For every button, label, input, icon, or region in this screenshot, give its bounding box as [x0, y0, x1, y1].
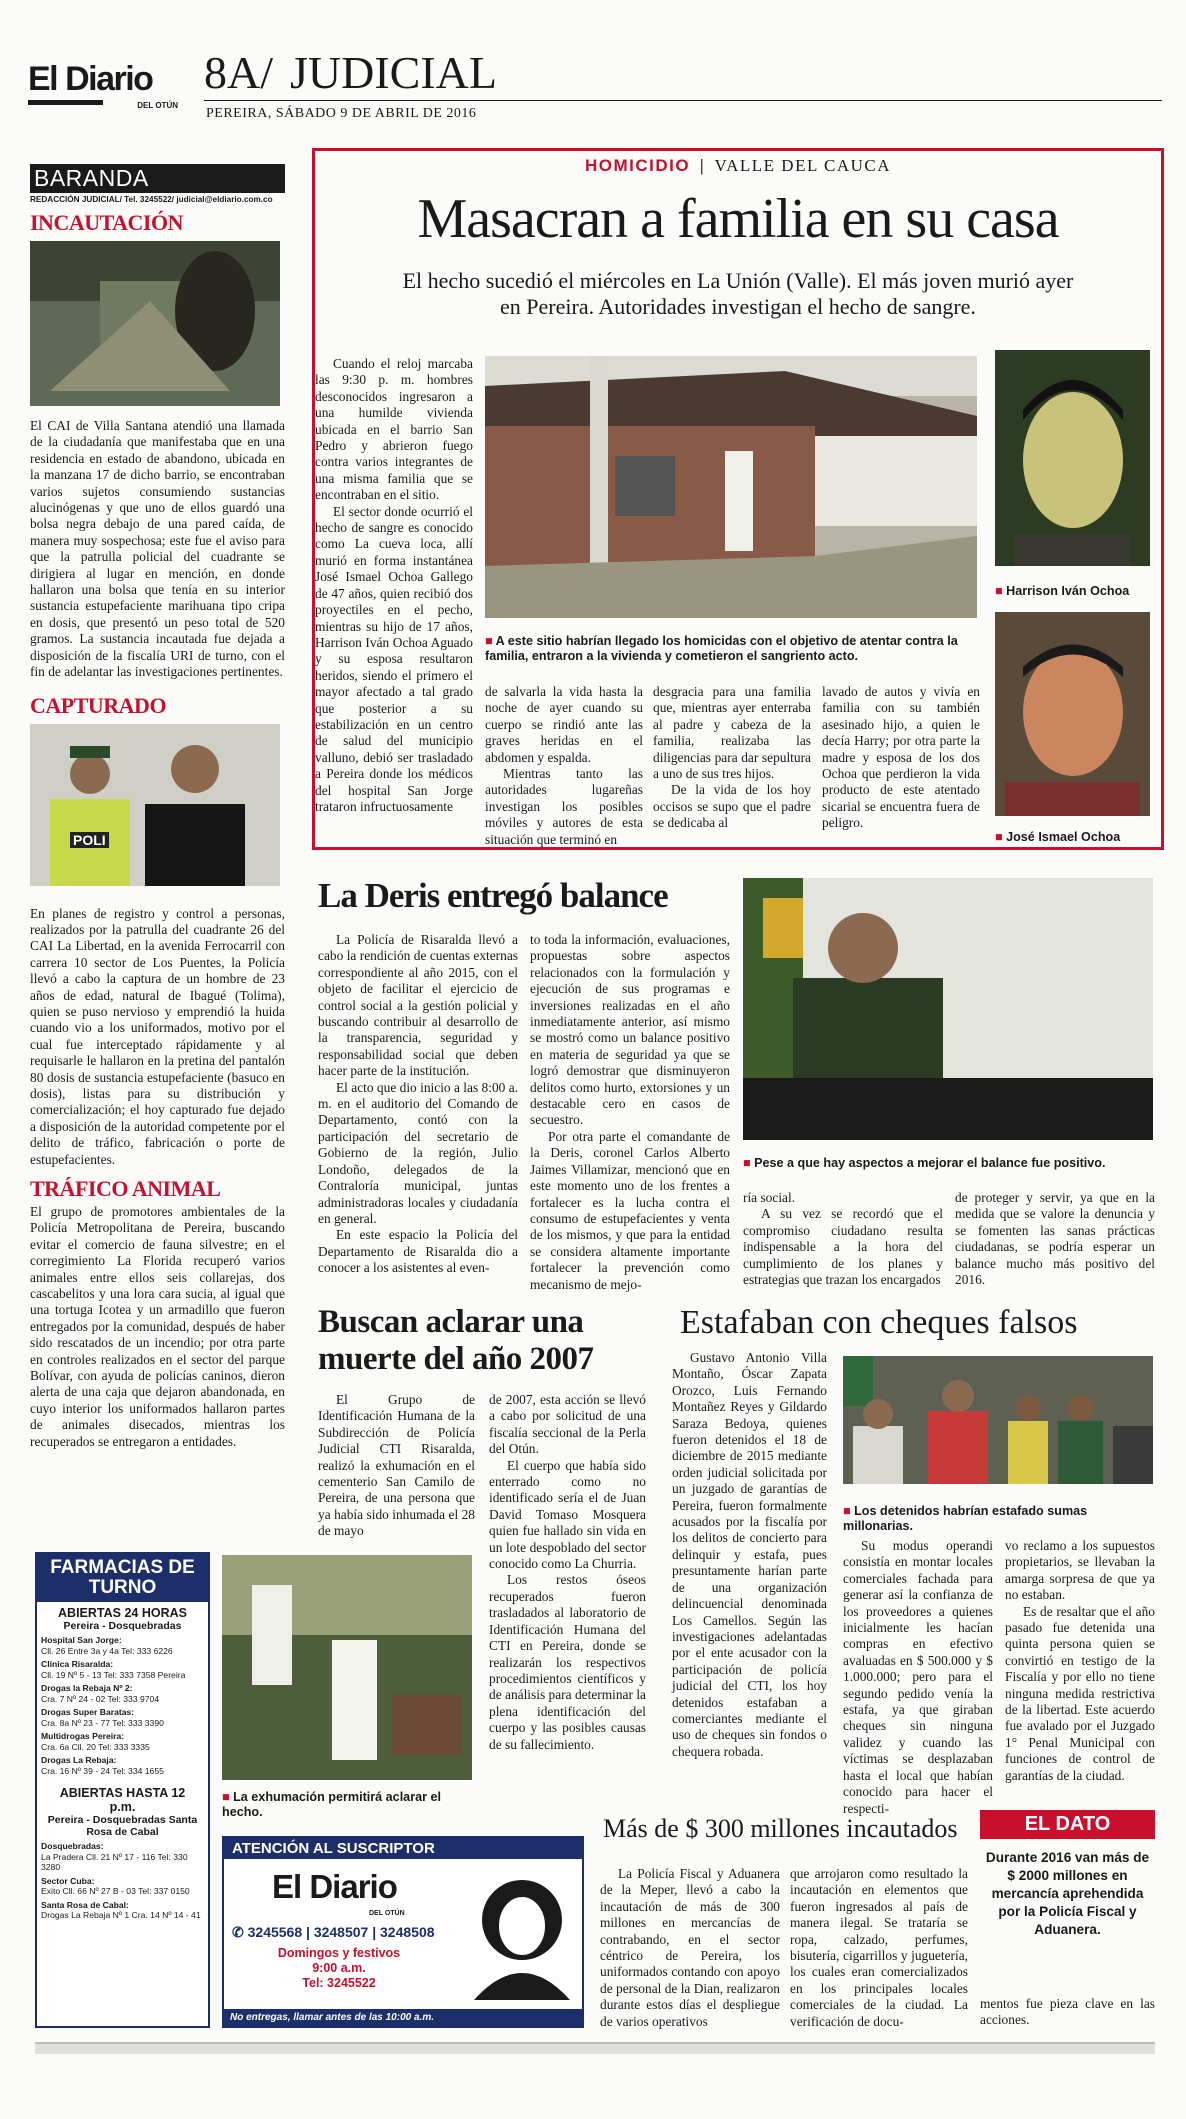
deris-col2	[530, 932, 730, 1293]
logo	[28, 60, 178, 110]
estafa-photo-caption: ■ Los detenidos habrían estafado sumas millonarias.	[843, 1504, 1153, 1534]
police-officer-icon	[30, 724, 280, 886]
pharmacy-address: Cll. 26 Entre 3a y 4a Tel: 333 6226	[41, 1645, 173, 1656]
dato-title: EL DATO	[980, 1810, 1155, 1839]
pharmacy-address: La Pradera Cll. 21 Nº 17 - 116 Tel: 330 3280	[41, 1851, 188, 1872]
ad-phones	[232, 1924, 435, 1941]
estafa-col1	[672, 1350, 827, 1760]
lead-col2	[485, 684, 643, 848]
incautados-col2-p1: que arrojaron como resultado la incautación en elementos que fueron ingresados al país de manera ilegal. Se trataría se ropa, calzado, perfumes, bisutería, cigarrillos y juguetería, los cuales eran comercializados en los principales locales comerciales de la ciudad. La verificación de docu-	[790, 1866, 968, 2029]
pharmacy-item	[41, 1900, 204, 1921]
sidebar	[30, 164, 285, 1450]
deris-headline: La Deris entregó balance	[318, 876, 668, 915]
detainees-icon	[843, 1356, 1153, 1484]
pharmacy-item	[41, 1635, 204, 1656]
kicker-valle: VALLE DEL CAUCA	[714, 156, 891, 175]
buscan-col2	[489, 1392, 646, 1753]
pharmacy-item	[41, 1683, 204, 1704]
phone-icon: ✆	[232, 1924, 248, 1940]
estafa-col1-p1: Gustavo Antonio Villa Montaño, Óscar Zapata Orozco, Luis Fernando Montañez Reyes y Gildardo Saraza Bedoya, quienes fueron detenidos el 18 de diciembre de 2015 mediante orden judicial solicitada por un juzgado de garantías de Pereira, fueron formalmente acusados por la fiscalía por los delitos de concierto para delinquir y estafa, pues presuntamente harían parte de una organización delincuencial denominada Los Camellos. Según las investigaciones adelantadas por el ente acusador con la participación de policía judicial del CTI, los hoy detenidos estafaban a comerciantes mediante el uso de cheques sin fondos o chequera robada.	[672, 1350, 827, 1759]
page-bottom-rule	[35, 2042, 1155, 2054]
pharmacy-address: Cll. 19 Nº 5 - 13 Tel: 333 7358 Pereira	[41, 1669, 186, 1680]
speaker-icon	[743, 878, 1153, 1140]
farmacias-list-12h	[37, 1838, 208, 1927]
lead-col4	[822, 684, 980, 832]
capturado-photo	[30, 724, 280, 886]
deris-col3-p1: ría social.	[743, 1190, 796, 1205]
farmacias-24h-sub: Pereira - Dosquebradas	[63, 1620, 182, 1632]
pharmacy-item	[41, 1755, 204, 1776]
pharmacy-address: Cra. 16 Nº 39 - 24 Tel: 334 1655	[41, 1765, 164, 1776]
buscan-headline: Buscan aclarar una muerte del año 2007	[318, 1304, 594, 1377]
ad-title: ATENCIÓN AL SUSCRIPTOR	[224, 1838, 582, 1859]
house-icon	[485, 356, 977, 618]
pharmacy-item	[41, 1707, 204, 1728]
pharmacy-name: Hospital San Jorge:	[41, 1635, 122, 1645]
sidebar-head-capturado: CAPTURADO	[30, 692, 167, 718]
ad-logo-sub: DEL OTÚN	[369, 1910, 405, 1917]
pharmacy-item	[41, 1876, 204, 1897]
dateline: PEREIRA, SÁBADO 9 DE ABRIL DE 2016	[206, 106, 477, 121]
buscan-photo	[222, 1555, 472, 1780]
lead-deck: El hecho sucedió el miércoles en La Unión (Valle). El más joven murió ayer en Pereira. Autoridades investigan el hecho de sangre.	[402, 268, 1074, 319]
portrait-jose-label: ■ José Ismael Ochoa	[995, 830, 1155, 845]
buscan-photo-caption: ■ La exhumación permitirá aclarar el hecho.	[222, 1790, 482, 1820]
deris-col3	[743, 1190, 943, 1288]
lead-col1	[315, 356, 473, 815]
lead-house-photo	[485, 356, 977, 618]
masthead-rule	[204, 100, 1162, 101]
sidebar-head-incautacion: INCAUTACIÓN	[30, 210, 183, 235]
masthead	[28, 47, 1158, 130]
pharmacy-address: Cra. 8a Nº 23 - 77 Tel: 333 3390	[41, 1717, 164, 1728]
deris-photo	[743, 878, 1153, 1140]
buscan-col1	[318, 1392, 475, 1540]
section-title: JUDICIAL	[290, 47, 497, 98]
deris-col4-p1: de proteger y servir, ya que en la medida que se valore la denuncia y se fomenten las sanas prácticas ciudadanas, se podría esperar un balance mucho más positivo del 2016.	[955, 1190, 1155, 1288]
deris-col3-p2: A su vez se recordó que el compromiso ciudadano resulta indispensable a la hora del cumplimiento de los planes y estrategias que trazan los encargados	[743, 1206, 943, 1288]
dato-box	[980, 1810, 1155, 1960]
lead-col3	[653, 684, 811, 832]
lead-col4-p1: lavado de autos y vivía en familia con su también asesinado hijo, a quien le decía Harry; por otra parte la madre y esposa de los dos Ochoa que perdieron la vida producto de este atentado sicarial se encuentra fuera de peligro.	[822, 684, 980, 831]
ad-logo: El Diario	[272, 1868, 397, 1905]
lead-col1-p2: El sector donde ocurrió el hecho de sangre es conocido como La cueva loca, allí murió en forma instantánea José Ismael Ochoa Gallego de 47 años, quien recibió dos proyectiles en el pecho, mientras su hijo de 17 años, Harrison Iván Ochoa Aguado y su esposa resultaron heridos, siendo el primero el mayor afectado a tal grado que posterior a su estabilización en un centro de salud del municipio valluno, debió ser trasladado a Pereira donde los médicos del hospital San Jorge trataron infructuosamente	[315, 503, 473, 814]
pharmacy-item	[41, 1841, 204, 1873]
lead-headline: Masacran a familia en su casa	[417, 188, 1059, 250]
estafa-col3-p1: vo reclamo a los supuestos propietarios, se llevaban la amarga sorpresa de que ya no estaban.	[1005, 1538, 1155, 1603]
lead-col2-p1: de salvarla la vida hasta la noche de ayer cuando su cuerpo se rindió ante las graves heridas en el abdomen y espalda.	[485, 684, 643, 765]
farmacias-12h-sub: Pereira - Dosquebradas Santa Rosa de Cabal	[47, 1814, 198, 1838]
lead-photo-caption: ■ A este sitio habrían llegado los homicidas con el objetivo de atentar contra la familia, entraron a la vivienda y cometieron el sangriento acto.	[485, 634, 977, 664]
deris-col1	[318, 932, 518, 1277]
estafa-col3-p2: Es de resaltar que el año pasado fue detenida una quinta persona quien se convirtió en testigo de la Fiscalía y por ello no tiene ninguna medida restrictiva de la libertad. Este acuerdo fue avalado por el Juzgado 1° Penal Municipal con funciones de control de garantías de la ciudad.	[1005, 1603, 1155, 1783]
sidebar-credit: REDACCIÓN JUDICIAL/ Tel. 3245522/ judicial@eldiario.com.co	[30, 195, 273, 204]
farmacias-title: FARMACIAS DE TURNO	[37, 1554, 208, 1602]
pharmacy-name: Drogas Super Baratas:	[41, 1707, 135, 1717]
pharmacy-name: Clínica Risaralda:	[41, 1659, 114, 1669]
pharmacy-address: Exito Cll. 66 Nº 27 B - 03 Tel: 337 0150	[41, 1886, 190, 1896]
pharmacy-name: Drogas la Rebaja Nº 2:	[41, 1683, 133, 1693]
incautados-col3-p1: mentos fue pieza clave en las acciones.	[980, 1996, 1155, 2028]
sidebar-text-incautacion: El CAI de Villa Santana atendió una llamada de la ciudadanía que manifestaba que en una residencia en estado de abandono, ubicada en la manzana 17 de dicho barrio, se encontraban varios sujetos consumiendo sustancias alucinógenas y que uno de ellos guardó una bolsa negra debajo de una pared caída, de manera muy sospechosa; este fue el aviso para que la patrulla policial del cuadrante se dirigiera al lugar en mención, en donde hallaron una bolsa que tenía en su interior sustancia estupefaciente marihuana tipo cripa en dosis, que presentó un peso total de 520 gramos. La sustancia incautada fue dejada a disposición de la fiscalía URI de turno, con el fin de adelantar las investigaciones pertinentes.	[30, 418, 285, 680]
subscriber-ad	[222, 1836, 584, 2028]
logo-text: El Diario	[28, 60, 153, 98]
deris-col1-p2: El acto que dio inicio a las 8:00 a. m. en el auditorio del Comando de Departamento, contó con la participación del secretario de Gobierno de la región, Julio Londoño, delegados de la Contraloría municipal, juntas administradoras locales y ciudadanía en general.	[318, 1079, 518, 1226]
sidebar-title: BARANDA	[30, 164, 285, 193]
farmacias-24h: ABIERTAS 24 HORAS	[58, 1606, 187, 1620]
pharmacy-name: Santa Rosa de Cabal:	[41, 1899, 129, 1910]
estafa-col3	[1005, 1538, 1155, 1784]
pharmacy-item	[41, 1659, 204, 1680]
deris-col2-p2: Por otra parte el comandante de la Deris, coronel Carlos Alberto Jaimes Villamizar, mencionó que en este momento uno de los frentes a fortalecer es la lucha contra el consumo de estupefacientes y venta de los mismos, y que para la entidad se considera altamente importante fortalecer la prevención como mecanismo de mejo-	[530, 1128, 730, 1292]
portrait-icon	[995, 612, 1150, 816]
lead-col1-p1: Cuando el reloj marcaba las 9:30 p. m. hombres desconocidos ingresaron a una humilde vivienda ubicada en el barrio San Pedro y abrieron fuego contra varios integrantes de una misma familia que se encontraban en el sitio.	[315, 356, 473, 503]
portrait-jose	[995, 612, 1150, 816]
deris-col1-p3: En este espacio la Policía del Departamento de Risaralda dio a conocer a los asistentes al even-	[318, 1227, 518, 1276]
estafa-col2	[843, 1538, 993, 1817]
pharmacy-address: Cra. 7 Nº 24 - 02 Tel: 333 9704	[41, 1693, 160, 1704]
sidebar-head-trafico: TRÁFICO ANIMAL	[30, 1176, 221, 1201]
estafa-col2-p1: Su modus operandi consistía en montar locales comerciales fachada para generar así la confianza de los proveedores a quienes inicialmente les hacían compras en efectivo avaluadas en $ 500.000 y $ 1.000.000; pero para el segundo pedido venía la estafa, ya que giraban cheques sin ninguna validez y cuando las víctimas se desplazaban hasta el local que habían conocido para hacer el respecti-	[843, 1538, 993, 1816]
police-vest-label: POLI	[70, 832, 109, 848]
ad-hours-a: Domingos y festivos	[277, 1946, 401, 1960]
ad-hours-c: Tel: 3245522	[302, 1976, 376, 1990]
logo-bar	[28, 100, 103, 105]
incautados-headline: Más de $ 300 millones incautados	[603, 1814, 958, 1843]
incautados-col1-p1: La Policía Fiscal y Aduanera de la Meper, llevó a cabo la incautación de más de 300 millones en mercancías de contrabando, en el sector céntrico de Pereira, los uniformados contando con apoyo de personal de la Dian, realizaron durante estos días el despliegue de varios operativos	[600, 1866, 780, 2029]
estafa-headline: Estafaban con cheques falsos	[680, 1304, 1078, 1341]
pharmacy-address: Cra. 6a Cll. 20 Tel: 333 3335	[41, 1741, 150, 1752]
portrait-icon	[995, 350, 1150, 566]
page-number: 8A/	[204, 47, 273, 98]
deris-col4	[955, 1190, 1155, 1288]
ad-hours	[264, 1946, 414, 1991]
kicker-homicidio: HOMICIDIO	[584, 156, 691, 175]
incautados-col1	[600, 1866, 780, 2030]
deris-photo-caption: ■ Pese a que hay aspectos a mejorar el balance fue positivo.	[743, 1156, 1153, 1171]
pharmacy-address: Drogas La Rebaja Nº 1 Cra. 14 Nº 14 - 41	[41, 1910, 201, 1920]
buscan-col2-p1: de 2007, esta acción se llevó a cabo por solicitud de una fiscalía seccional de la Perla del Otún.	[489, 1392, 646, 1457]
portrait-harrison-label: ■ Harrison Iván Ochoa	[995, 584, 1155, 599]
pharmacy-item	[41, 1731, 204, 1752]
lead-col3-p1: desgracia para una familia que, mientras ayer enterraba al padre y cabeza de la familia, realizaba las diligencias para dar sepultura a uno de sus tres hijos.	[653, 684, 811, 782]
ad-hours-b: 9:00 a.m.	[312, 1961, 366, 1975]
portrait-harrison	[995, 350, 1150, 566]
ad-footer: No entregas, llamar antes de las 10:00 a.m.	[224, 2009, 582, 2026]
lead-col2-p2: Mientras tanto las autoridades lugareñas investigan los posibles móviles y autores de esta situación que terminó en	[485, 766, 643, 847]
farmacias-list-24h	[37, 1632, 208, 1782]
sidebar-text-trafico: El grupo de promotores ambientales de la Policía Metropolitana de Pereira, buscando evitar el comercio de fauna silvestre; en el corregimiento La Florida recuperó varios animales entre ellos seis collarejas, dos cascabelitos y una lora cara sucia, al igual que una tortuga Icotea y un armadillo que fueron entregados por la comunidad, después de haber sido rescatados de un incendio; por otra parte en controles realizados en el sector del parque Bolívar, con ayuda de policías caninos, dieron alerta de una caja que dejaron abandonada, en cuyo interior los uniformados hallaron partes de animales disecados, mientras los recuperados se entregaron a entidades.	[30, 1204, 285, 1449]
kicker-separator: |	[699, 156, 706, 175]
deris-col2-p1: to toda la información, evaluaciones, propuestas sobre aspectos relacionados con la formulación y ejecución de sus programas e inversiones realizadas en el año inmediatamente anterior, así mismo se mostró como un balance positivo en materia de seguridad ya que se logró demostrar que disminuyeron delitos como hurto, extorsiones y un destacable cero en casos de secuestro.	[530, 932, 730, 1128]
buscan-col1-p1: El Grupo de Identificación Humana de la Subdirección de Policía Judicial CTI Risaralda, realizó la exhumación en el cementerio San Camilo de Pereira, de una persona que ya había sido inhumada el 28 de mayo	[318, 1392, 475, 1539]
forensic-icon	[222, 1555, 472, 1780]
operator-avatar-icon	[464, 1866, 580, 2000]
pharmacy-name: Sector Cuba:	[41, 1875, 95, 1886]
pharmacy-name: Multidrogas Pereira:	[41, 1731, 125, 1741]
incautacion-photo	[30, 241, 280, 406]
pharmacy-name: Drogas La Rebaja:	[41, 1755, 117, 1765]
deris-col1-p1: La Policía de Risaralda llevó a cabo la rendición de cuentas externas correspondiente al año 2015, con el objeto de facilitar el ejercicio de control social a la gestión policial y buscando contribuir al desarrollo de la transparencia, seguridad y responsabilidad social que deben hacer parte de la institución.	[318, 932, 518, 1079]
buscan-col2-p2: El cuerpo que había sido enterrado como no identificado sería el de Juan David Tomaso Mosquera quien fue hallado sin vida en un lote despoblado del sector conocido como La Churria.	[489, 1457, 646, 1572]
ad-phone-numbers: 3245568 | 3248507 | 3248508	[247, 1924, 435, 1940]
farmacias-12h: ABIERTAS HASTA 12 p.m.	[59, 1786, 186, 1814]
lead-col3-p2: De la vida de los hoy occisos se supo que el padre se dedicaba al	[653, 782, 811, 831]
lead-kicker	[312, 156, 1164, 176]
incautados-col2	[790, 1866, 968, 2030]
estafa-photo	[843, 1356, 1153, 1484]
sidebar-text-capturado: En planes de registro y control a personas, realizados por la patrulla del cuadrante 26 del CAI La Libertad, en la avenida Ferrocarril con carrera 10 sector de Los Puentes, la Policía llevó a cabo la captura de un hombre de 23 años de edad, natural de Ibagué (Tolima), quien se puso nervioso y emprendió la huida cuando vio a los uniformados, motivo por el cual fue interceptado rápidamente y al requisarle le hallaron en la pretina del pantalón 80 dosis de sustancia estupefaciente (basuco en dosis), listas para su distribución y comercialización; el hoy capturado fue dejado a disposición de la autoridad competente por el delito de tráfico, fabricación o porte de estupefacientes.	[30, 905, 285, 1167]
buscan-col2-p3: Los restos óseos recuperados fueron trasladados al laboratorio de Identificación Humana del CTI en Pereira, donde se realizarán los respectivos procedimientos científicos y de análisis para determinar la plena identificación del cuerpo y las posibles causas de su fallecimiento.	[489, 1572, 646, 1752]
incautados-col3	[980, 1996, 1155, 2029]
logo-sub: DEL OTÚN	[137, 101, 178, 110]
pharmacy-name: Dosquebradas:	[41, 1841, 104, 1851]
farmacias-box	[35, 1552, 210, 2028]
dato-text: Durante 2016 van más de $ 2000 millones en mercancía aprehendida por la Policía Fiscal y Aduanera.	[985, 1850, 1150, 1937]
bag-icon	[30, 241, 280, 406]
